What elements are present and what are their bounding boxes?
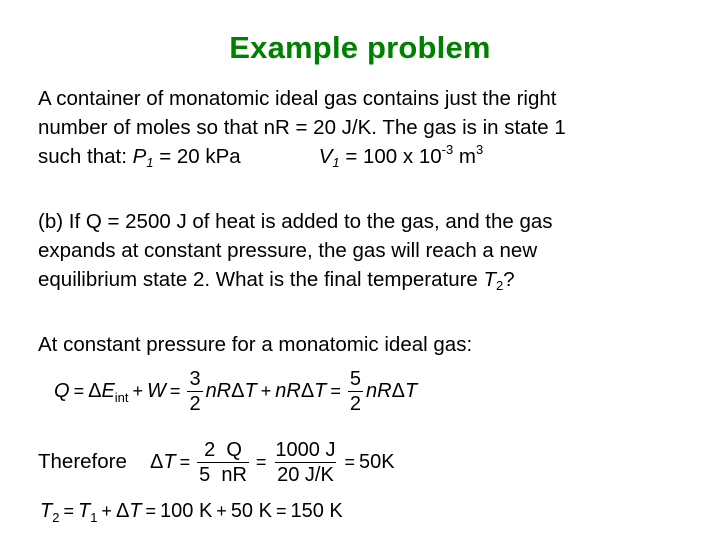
eq3-value-2: 50 K xyxy=(230,499,272,522)
eq1-fraction-three-halves: $\frac{3}{2}$ xyxy=(189,367,201,415)
problem-line-3 xyxy=(38,142,688,171)
problem-line-2: number of moles so that nR = 20 J/K. The gas is in state 1 xyxy=(38,116,566,139)
eq1-plus-1: + xyxy=(132,380,144,401)
eq1-energy: E xyxy=(101,379,115,402)
pressure-symbol: P xyxy=(132,145,147,168)
part-b-line-3 xyxy=(38,265,688,294)
eq3-plus-1: + xyxy=(101,500,112,521)
final-temp-subscript: 2 xyxy=(496,278,504,293)
question-mark: ? xyxy=(503,268,515,291)
volume-exponent: -3 xyxy=(441,142,454,157)
eq2-t: T xyxy=(163,450,176,473)
pressure-value: = 20 kPa xyxy=(153,145,241,168)
eq1-equals-1: = xyxy=(73,380,85,401)
part-b-line-3-text: equilibrium state 2. What is the final temperature xyxy=(38,268,484,291)
eq2-fraction-2q-5nr: $\frac{2 Q}{5 nR}$ xyxy=(199,438,247,486)
eq2-result: 50K xyxy=(359,450,395,473)
heat-equation xyxy=(54,362,417,420)
eq3-plus-2: + xyxy=(216,500,227,521)
eq1-work: W xyxy=(147,379,166,402)
eq1-t-3: T xyxy=(404,379,418,402)
eq1-equals-2: = xyxy=(169,380,181,401)
eq3-t: T xyxy=(129,499,142,522)
part-b-line-2: expands at constant pressure, the gas will reach a new xyxy=(38,239,538,262)
eq3-t1-subscript: 1 xyxy=(90,509,98,525)
part-b-question xyxy=(38,207,688,294)
eq1-delta-2: Δ xyxy=(231,379,245,402)
therefore-label: Therefore xyxy=(38,450,127,473)
eq1-nr-2: nR xyxy=(275,379,301,402)
eq1-t-2: T xyxy=(314,379,327,402)
eq2-equals-2: = xyxy=(255,451,267,472)
eq2-equals-3: = xyxy=(344,451,355,472)
eq2-fraction-numeric: $\frac{1000 J}{20 J/K}$ xyxy=(275,438,336,486)
final-temp-symbol: T xyxy=(483,268,497,291)
eq1-t-1: T xyxy=(244,379,257,402)
eq1-nr-1: nR xyxy=(205,379,232,402)
volume-value: = 100 x 10 xyxy=(339,145,442,168)
volume-unit-exponent: 3 xyxy=(475,142,484,157)
eq3-t2-subscript: 2 xyxy=(52,509,60,525)
slide-title: Example problem xyxy=(229,30,491,65)
part-b-line-1: (b) If Q = 2500 J of heat is added to the gas, and the gas xyxy=(38,210,553,233)
eq3-equals-3: = xyxy=(275,500,287,521)
eq3-value-1: 100 K xyxy=(160,499,213,522)
eq3-t1: T xyxy=(77,499,91,522)
eq1-delta-3: Δ xyxy=(300,379,315,402)
eq1-int-subscript: int xyxy=(114,389,129,405)
eq2-delta: Δ xyxy=(150,450,164,473)
state-prefix: such that: xyxy=(38,145,133,168)
eq3-equals-2: = xyxy=(145,500,157,521)
volume-subscript: 1 xyxy=(332,155,340,170)
constant-pressure-label: At constant pressure for a monatomic ideal gas: xyxy=(38,333,473,356)
eq1-plus-2: + xyxy=(260,380,272,401)
pressure-subscript: 1 xyxy=(146,155,154,170)
eq2-equals-1: = xyxy=(179,451,191,472)
problem-line-1: A container of monatomic ideal gas contains just the right xyxy=(38,87,557,110)
problem-statement xyxy=(38,84,688,171)
volume-symbol: V xyxy=(318,145,333,168)
eq1-q: Q xyxy=(54,379,70,402)
eq1-nr-3: nR xyxy=(366,379,392,402)
eq1-fraction-five-halves: $\frac{5}{2}$ xyxy=(349,367,362,415)
eq3-delta: Δ xyxy=(115,499,130,522)
volume-unit: m xyxy=(453,145,476,168)
eq3-t2: T xyxy=(40,499,53,522)
eq1-equals-3: = xyxy=(330,380,341,401)
eq1-delta-1: Δ xyxy=(88,379,102,402)
eq1-delta-4: Δ xyxy=(391,379,405,402)
final-temperature-equation xyxy=(40,496,343,526)
eq3-value-3: 150 K xyxy=(290,499,343,522)
delta-t-equation xyxy=(150,432,395,492)
eq3-equals-1: = xyxy=(63,500,74,521)
